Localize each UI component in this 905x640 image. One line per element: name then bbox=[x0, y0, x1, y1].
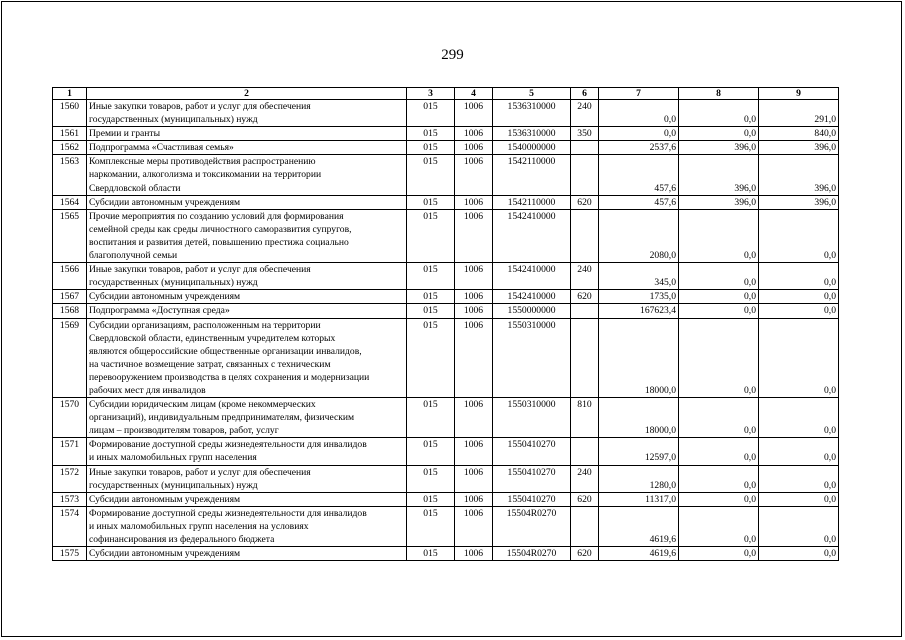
row-amount-8: 0,0 bbox=[679, 318, 759, 398]
row-code-5: 15504R0270 bbox=[493, 506, 571, 546]
row-amount-7: 4619,6 bbox=[599, 506, 679, 546]
row-code-5: 1540000000 bbox=[493, 141, 571, 155]
table-row bbox=[53, 318, 839, 398]
row-amount-7: 0,0 bbox=[599, 100, 679, 127]
row-amount-7: 12597,0 bbox=[599, 438, 679, 465]
table-row bbox=[53, 465, 839, 492]
row-name: Иные закупки товаров, работ и услуг для обеспечения государственных (муниципальных) нужд bbox=[87, 465, 407, 492]
row-amount-7: 11317,0 bbox=[599, 492, 679, 506]
row-code-5: 1542110000 bbox=[493, 155, 571, 195]
column-header: 3 bbox=[407, 88, 455, 100]
table-row bbox=[53, 141, 839, 155]
row-code-6: 240 bbox=[571, 465, 599, 492]
row-code-6: 240 bbox=[571, 263, 599, 290]
row-code-3: 015 bbox=[407, 195, 455, 209]
row-name: Подпрограмма «Доступная среда» bbox=[87, 304, 407, 318]
row-amount-8: 396,0 bbox=[679, 195, 759, 209]
row-amount-8: 0,0 bbox=[679, 547, 759, 561]
row-code-3: 015 bbox=[407, 100, 455, 127]
row-number: 1575 bbox=[53, 547, 87, 561]
row-code-6: 620 bbox=[571, 290, 599, 304]
row-amount-9: 396,0 bbox=[759, 195, 839, 209]
row-code-6: 240 bbox=[571, 100, 599, 127]
row-code-4: 1006 bbox=[455, 141, 493, 155]
row-number: 1566 bbox=[53, 263, 87, 290]
row-amount-9: 0,0 bbox=[759, 398, 839, 438]
row-number: 1572 bbox=[53, 465, 87, 492]
table-row bbox=[53, 398, 839, 438]
row-amount-8: 0,0 bbox=[679, 209, 759, 262]
row-amount-7: 457,6 bbox=[599, 155, 679, 195]
row-number: 1573 bbox=[53, 492, 87, 506]
row-amount-8: 396,0 bbox=[679, 155, 759, 195]
row-number: 1563 bbox=[53, 155, 87, 195]
table-row bbox=[53, 547, 839, 561]
row-code-3: 015 bbox=[407, 465, 455, 492]
row-name: Прочие мероприятия по созданию условий для формирования семейной среды как среды личностного саморазвития супругов, воспитания и развития детей, повышению престижа социально благополучной семьи bbox=[87, 209, 407, 262]
row-code-3: 015 bbox=[407, 155, 455, 195]
row-code-6: 350 bbox=[571, 127, 599, 141]
row-code-4: 1006 bbox=[455, 209, 493, 262]
row-code-5: 1550310000 bbox=[493, 318, 571, 398]
row-code-6 bbox=[571, 506, 599, 546]
column-header: 8 bbox=[679, 88, 759, 100]
budget-table bbox=[52, 87, 839, 561]
row-amount-9: 0,0 bbox=[759, 304, 839, 318]
row-code-3: 015 bbox=[407, 141, 455, 155]
row-code-5: 1542410000 bbox=[493, 290, 571, 304]
row-code-3: 015 bbox=[407, 547, 455, 561]
row-number: 1567 bbox=[53, 290, 87, 304]
table-row bbox=[53, 263, 839, 290]
row-number: 1571 bbox=[53, 438, 87, 465]
row-code-6 bbox=[571, 318, 599, 398]
row-code-4: 1006 bbox=[455, 100, 493, 127]
row-name: Премии и гранты bbox=[87, 127, 407, 141]
table-row bbox=[53, 438, 839, 465]
row-amount-7: 345,0 bbox=[599, 263, 679, 290]
row-amount-8: 0,0 bbox=[679, 506, 759, 546]
row-code-3: 015 bbox=[407, 438, 455, 465]
row-amount-9: 291,0 bbox=[759, 100, 839, 127]
row-code-4: 1006 bbox=[455, 465, 493, 492]
row-name: Иные закупки товаров, работ и услуг для обеспечения государственных (муниципальных) нужд bbox=[87, 100, 407, 127]
row-amount-8: 0,0 bbox=[679, 304, 759, 318]
row-code-4: 1006 bbox=[455, 290, 493, 304]
table-row bbox=[53, 100, 839, 127]
column-header: 9 bbox=[759, 88, 839, 100]
row-code-5: 1536310000 bbox=[493, 100, 571, 127]
row-code-3: 015 bbox=[407, 127, 455, 141]
table-row bbox=[53, 209, 839, 262]
row-amount-7: 167623,4 bbox=[599, 304, 679, 318]
row-amount-9: 0,0 bbox=[759, 506, 839, 546]
row-number: 1569 bbox=[53, 318, 87, 398]
row-amount-8: 0,0 bbox=[679, 465, 759, 492]
row-code-3: 015 bbox=[407, 398, 455, 438]
row-name: Субсидии автономным учреждениям bbox=[87, 195, 407, 209]
row-number: 1568 bbox=[53, 304, 87, 318]
table-body bbox=[53, 100, 839, 561]
row-code-5: 1550310000 bbox=[493, 398, 571, 438]
row-name: Субсидии автономным учреждениям bbox=[87, 547, 407, 561]
row-amount-7: 0,0 bbox=[599, 127, 679, 141]
column-header: 1 bbox=[53, 88, 87, 100]
row-amount-9: 396,0 bbox=[759, 155, 839, 195]
row-code-3: 015 bbox=[407, 304, 455, 318]
row-code-6 bbox=[571, 209, 599, 262]
row-code-6: 620 bbox=[571, 195, 599, 209]
column-header: 6 bbox=[571, 88, 599, 100]
row-code-5: 1542410000 bbox=[493, 209, 571, 262]
row-name: Формирование доступной среды жизнедеятельности для инвалидов и иных маломобильных групп населения на условиях софинансирования из федерального бюджета bbox=[87, 506, 407, 546]
row-amount-9: 396,0 bbox=[759, 141, 839, 155]
row-amount-9: 0,0 bbox=[759, 547, 839, 561]
row-code-4: 1006 bbox=[455, 506, 493, 546]
row-amount-9: 0,0 bbox=[759, 438, 839, 465]
row-code-6: 810 bbox=[571, 398, 599, 438]
row-amount-7: 1735,0 bbox=[599, 290, 679, 304]
table-row bbox=[53, 195, 839, 209]
row-name: Формирование доступной среды жизнедеятельности для инвалидов и иных маломобильных групп населения bbox=[87, 438, 407, 465]
row-code-6 bbox=[571, 304, 599, 318]
row-amount-8: 0,0 bbox=[679, 492, 759, 506]
row-code-4: 1006 bbox=[455, 398, 493, 438]
table-row bbox=[53, 155, 839, 195]
row-code-6: 620 bbox=[571, 492, 599, 506]
row-amount-7: 2080,0 bbox=[599, 209, 679, 262]
column-header: 2 bbox=[87, 88, 407, 100]
row-code-4: 1006 bbox=[455, 127, 493, 141]
table-row bbox=[53, 304, 839, 318]
column-header: 4 bbox=[455, 88, 493, 100]
row-code-4: 1006 bbox=[455, 304, 493, 318]
row-code-3: 015 bbox=[407, 318, 455, 398]
row-name: Иные закупки товаров, работ и услуг для обеспечения государственных (муниципальных) нужд bbox=[87, 263, 407, 290]
row-code-5: 15504R0270 bbox=[493, 547, 571, 561]
column-header: 5 bbox=[493, 88, 571, 100]
table-row bbox=[53, 290, 839, 304]
row-amount-8: 0,0 bbox=[679, 398, 759, 438]
row-amount-7: 1280,0 bbox=[599, 465, 679, 492]
row-code-5: 1536310000 bbox=[493, 127, 571, 141]
row-name: Субсидии организациям, расположенным на территории Свердловской области, единственным учредителем которых являются общероссийские общественные организации инвалидов, на частичное возмещение затрат, связанных с техническим перевооружением производства в целях сохранения и модернизации рабочих мест для инвалидов bbox=[87, 318, 407, 398]
row-number: 1564 bbox=[53, 195, 87, 209]
row-name: Субсидии автономным учреждениям bbox=[87, 492, 407, 506]
row-code-5: 1542410000 bbox=[493, 263, 571, 290]
row-code-6: 620 bbox=[571, 547, 599, 561]
header-row bbox=[53, 88, 839, 100]
row-amount-9: 0,0 bbox=[759, 209, 839, 262]
row-code-4: 1006 bbox=[455, 492, 493, 506]
row-code-5: 1550410270 bbox=[493, 465, 571, 492]
row-amount-9: 0,0 bbox=[759, 290, 839, 304]
row-name: Субсидии юридическим лицам (кроме некоммерческих организаций), индивидуальным предпринимателям, физическим лицам – производителям товаров, работ, услуг bbox=[87, 398, 407, 438]
column-header: 7 bbox=[599, 88, 679, 100]
row-number: 1562 bbox=[53, 141, 87, 155]
table-row bbox=[53, 492, 839, 506]
row-amount-8: 0,0 bbox=[679, 438, 759, 465]
row-amount-8: 0,0 bbox=[679, 290, 759, 304]
row-amount-9: 0,0 bbox=[759, 465, 839, 492]
row-name: Комплексные меры противодействия распространению наркомании, алкоголизма и токсикомании на территории Свердловской области bbox=[87, 155, 407, 195]
row-amount-7: 18000,0 bbox=[599, 318, 679, 398]
row-code-6 bbox=[571, 438, 599, 465]
row-amount-8: 0,0 bbox=[679, 263, 759, 290]
row-code-3: 015 bbox=[407, 506, 455, 546]
row-number: 1574 bbox=[53, 506, 87, 546]
row-amount-7: 457,6 bbox=[599, 195, 679, 209]
table-row bbox=[53, 506, 839, 546]
table-row bbox=[53, 127, 839, 141]
row-code-4: 1006 bbox=[455, 263, 493, 290]
row-amount-9: 0,0 bbox=[759, 492, 839, 506]
row-amount-8: 0,0 bbox=[679, 100, 759, 127]
row-code-4: 1006 bbox=[455, 547, 493, 561]
row-code-3: 015 bbox=[407, 492, 455, 506]
row-code-4: 1006 bbox=[455, 318, 493, 398]
row-code-5: 1550000000 bbox=[493, 304, 571, 318]
row-code-3: 015 bbox=[407, 290, 455, 304]
row-amount-9: 0,0 bbox=[759, 263, 839, 290]
row-number: 1565 bbox=[53, 209, 87, 262]
row-amount-7: 4619,6 bbox=[599, 547, 679, 561]
row-amount-8: 396,0 bbox=[679, 141, 759, 155]
row-code-4: 1006 bbox=[455, 195, 493, 209]
page-number: 299 bbox=[441, 47, 464, 63]
row-code-6 bbox=[571, 141, 599, 155]
row-number: 1560 bbox=[53, 100, 87, 127]
row-code-3: 015 bbox=[407, 209, 455, 262]
row-code-6 bbox=[571, 155, 599, 195]
row-amount-7: 18000,0 bbox=[599, 398, 679, 438]
row-amount-9: 0,0 bbox=[759, 318, 839, 398]
row-name: Субсидии автономным учреждениям bbox=[87, 290, 407, 304]
row-code-4: 1006 bbox=[455, 438, 493, 465]
row-number: 1570 bbox=[53, 398, 87, 438]
row-number: 1561 bbox=[53, 127, 87, 141]
row-code-3: 015 bbox=[407, 263, 455, 290]
row-amount-8: 0,0 bbox=[679, 127, 759, 141]
row-amount-7: 2537,6 bbox=[599, 141, 679, 155]
row-code-5: 1550410270 bbox=[493, 492, 571, 506]
row-code-4: 1006 bbox=[455, 155, 493, 195]
row-code-5: 1542110000 bbox=[493, 195, 571, 209]
row-amount-9: 840,0 bbox=[759, 127, 839, 141]
row-name: Подпрограмма «Счастливая семья» bbox=[87, 141, 407, 155]
row-code-5: 1550410270 bbox=[493, 438, 571, 465]
